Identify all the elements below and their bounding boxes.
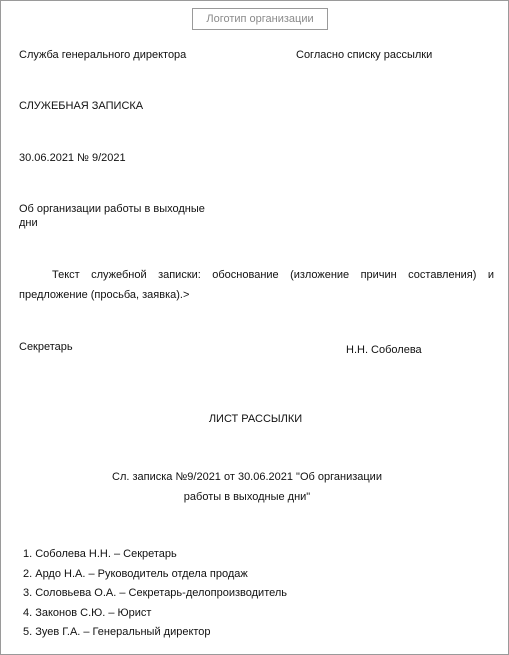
sender-department: Служба генерального директора <box>19 49 187 61</box>
list-item: 3. Соловьева О.А. – Секретарь-делопроизводитель <box>23 587 288 599</box>
list-item: 4. Законов С.Ю. – Юрист <box>23 606 152 619</box>
addressee: Согласно списку рассылки <box>296 49 433 61</box>
document-title: СЛУЖЕБНАЯ ЗАПИСКА <box>19 100 144 112</box>
signature-name: Н.Н. Соболева <box>346 344 422 356</box>
logo-placeholder: Логотип организации <box>192 8 328 30</box>
document-subject: Об организации работы в выходные дни <box>19 203 205 229</box>
list-item: 1. Соболева Н.Н. – Секретарь <box>23 548 177 560</box>
distribution-list <box>23 545 287 643</box>
document-body: Текст служебной записки: обоснование (изложение причин составления) и предложение (просьба, заявка).> <box>19 269 494 301</box>
distribution-title: ЛИСТ РАССЫЛКИ <box>208 413 303 425</box>
list-item: 5. Зуев Г.А. – Генеральный директор <box>23 626 211 638</box>
list-item: 2. Ардо Н.А. – Руководитель отдела продаж <box>23 567 248 580</box>
signature-role: Секретарь <box>19 341 73 353</box>
document-date-number: 30.06.2021 № 9/2021 <box>19 152 126 164</box>
distribution-reference: Сл. записка №9/2021 от 30.06.2021 "Об организации работы в выходные дни" <box>112 471 382 503</box>
